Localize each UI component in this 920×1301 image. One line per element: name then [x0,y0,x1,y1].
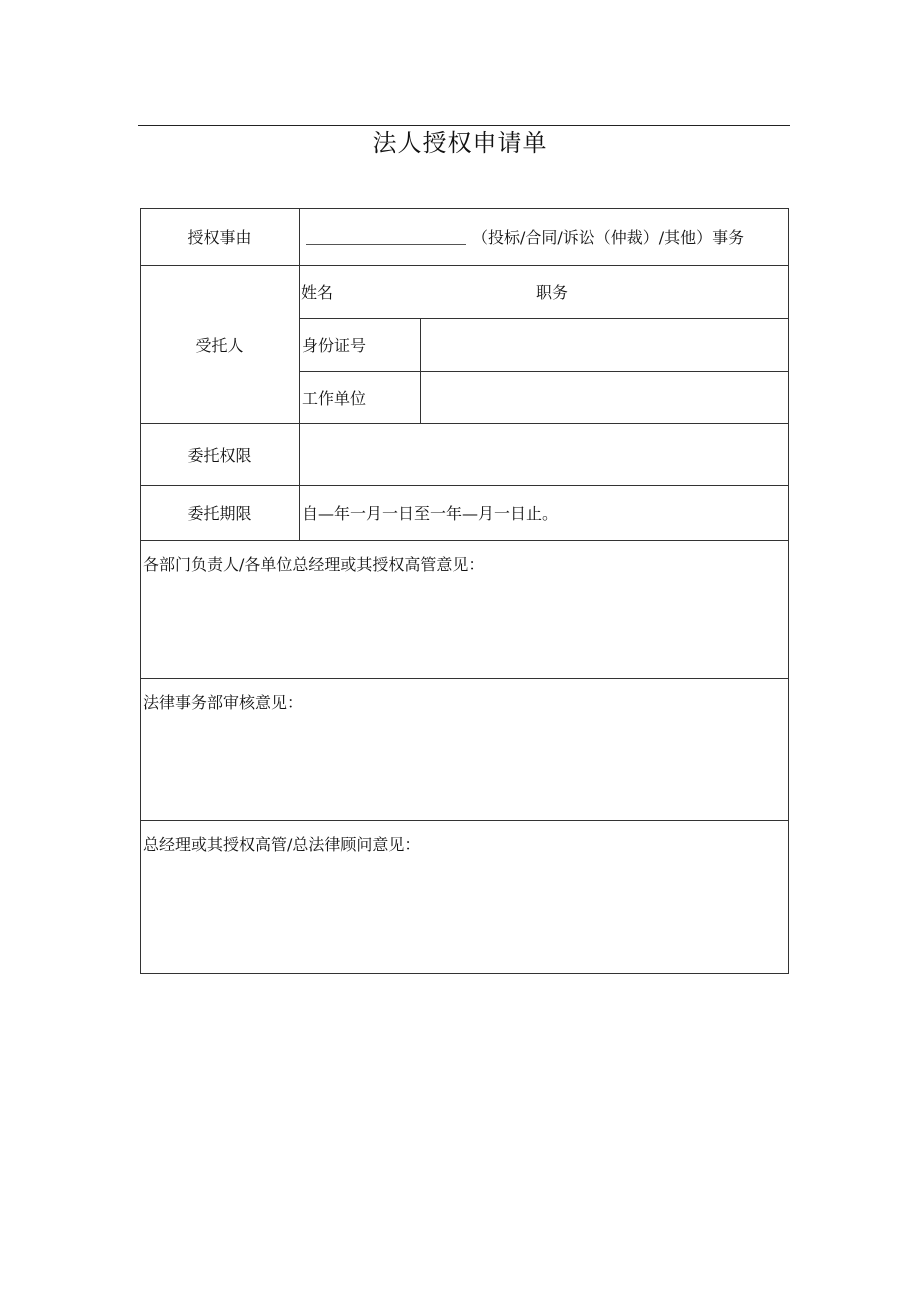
name-label: 姓名 [301,283,334,302]
manager-opinion-box[interactable] [141,820,788,973]
grid-line [788,208,789,974]
scope-label: 委托权限 [187,445,252,465]
manager-opinion-label: 总经理或其授权高管/总法律顾问意见： [143,835,421,854]
reason-blank[interactable] [306,243,466,245]
employer-label: 工作单位 [302,388,367,408]
legal-opinion-label: 法律事务部审核意见： [143,693,304,712]
page-title: 法人授权申请单 [372,129,548,157]
position-label: 职务 [536,283,569,302]
period-label: 委托期限 [187,504,252,523]
reason-label: 授权事由 [187,228,252,247]
authorization-form [140,208,789,974]
legal-opinion-box[interactable] [141,678,788,820]
department-opinion-box[interactable] [141,540,788,678]
trustee-name-row[interactable] [300,265,788,318]
reason-suffix: （投标/合同/诉讼（仲裁）/其他）事务 [472,228,745,247]
id-number-label: 身份证号 [302,336,367,355]
scope-field[interactable] [300,423,788,485]
department-opinion-label: 各部门负责人/各单位总经理或其授权高管意见： [143,555,485,574]
employer-field[interactable] [421,371,788,423]
period-field[interactable]: 自—年一月一日至一年—月一日止。 [302,504,559,523]
trustee-label: 受托人 [195,335,244,355]
grid-line [140,973,789,974]
reason-field[interactable] [300,208,788,265]
id-number-field[interactable] [421,318,788,371]
